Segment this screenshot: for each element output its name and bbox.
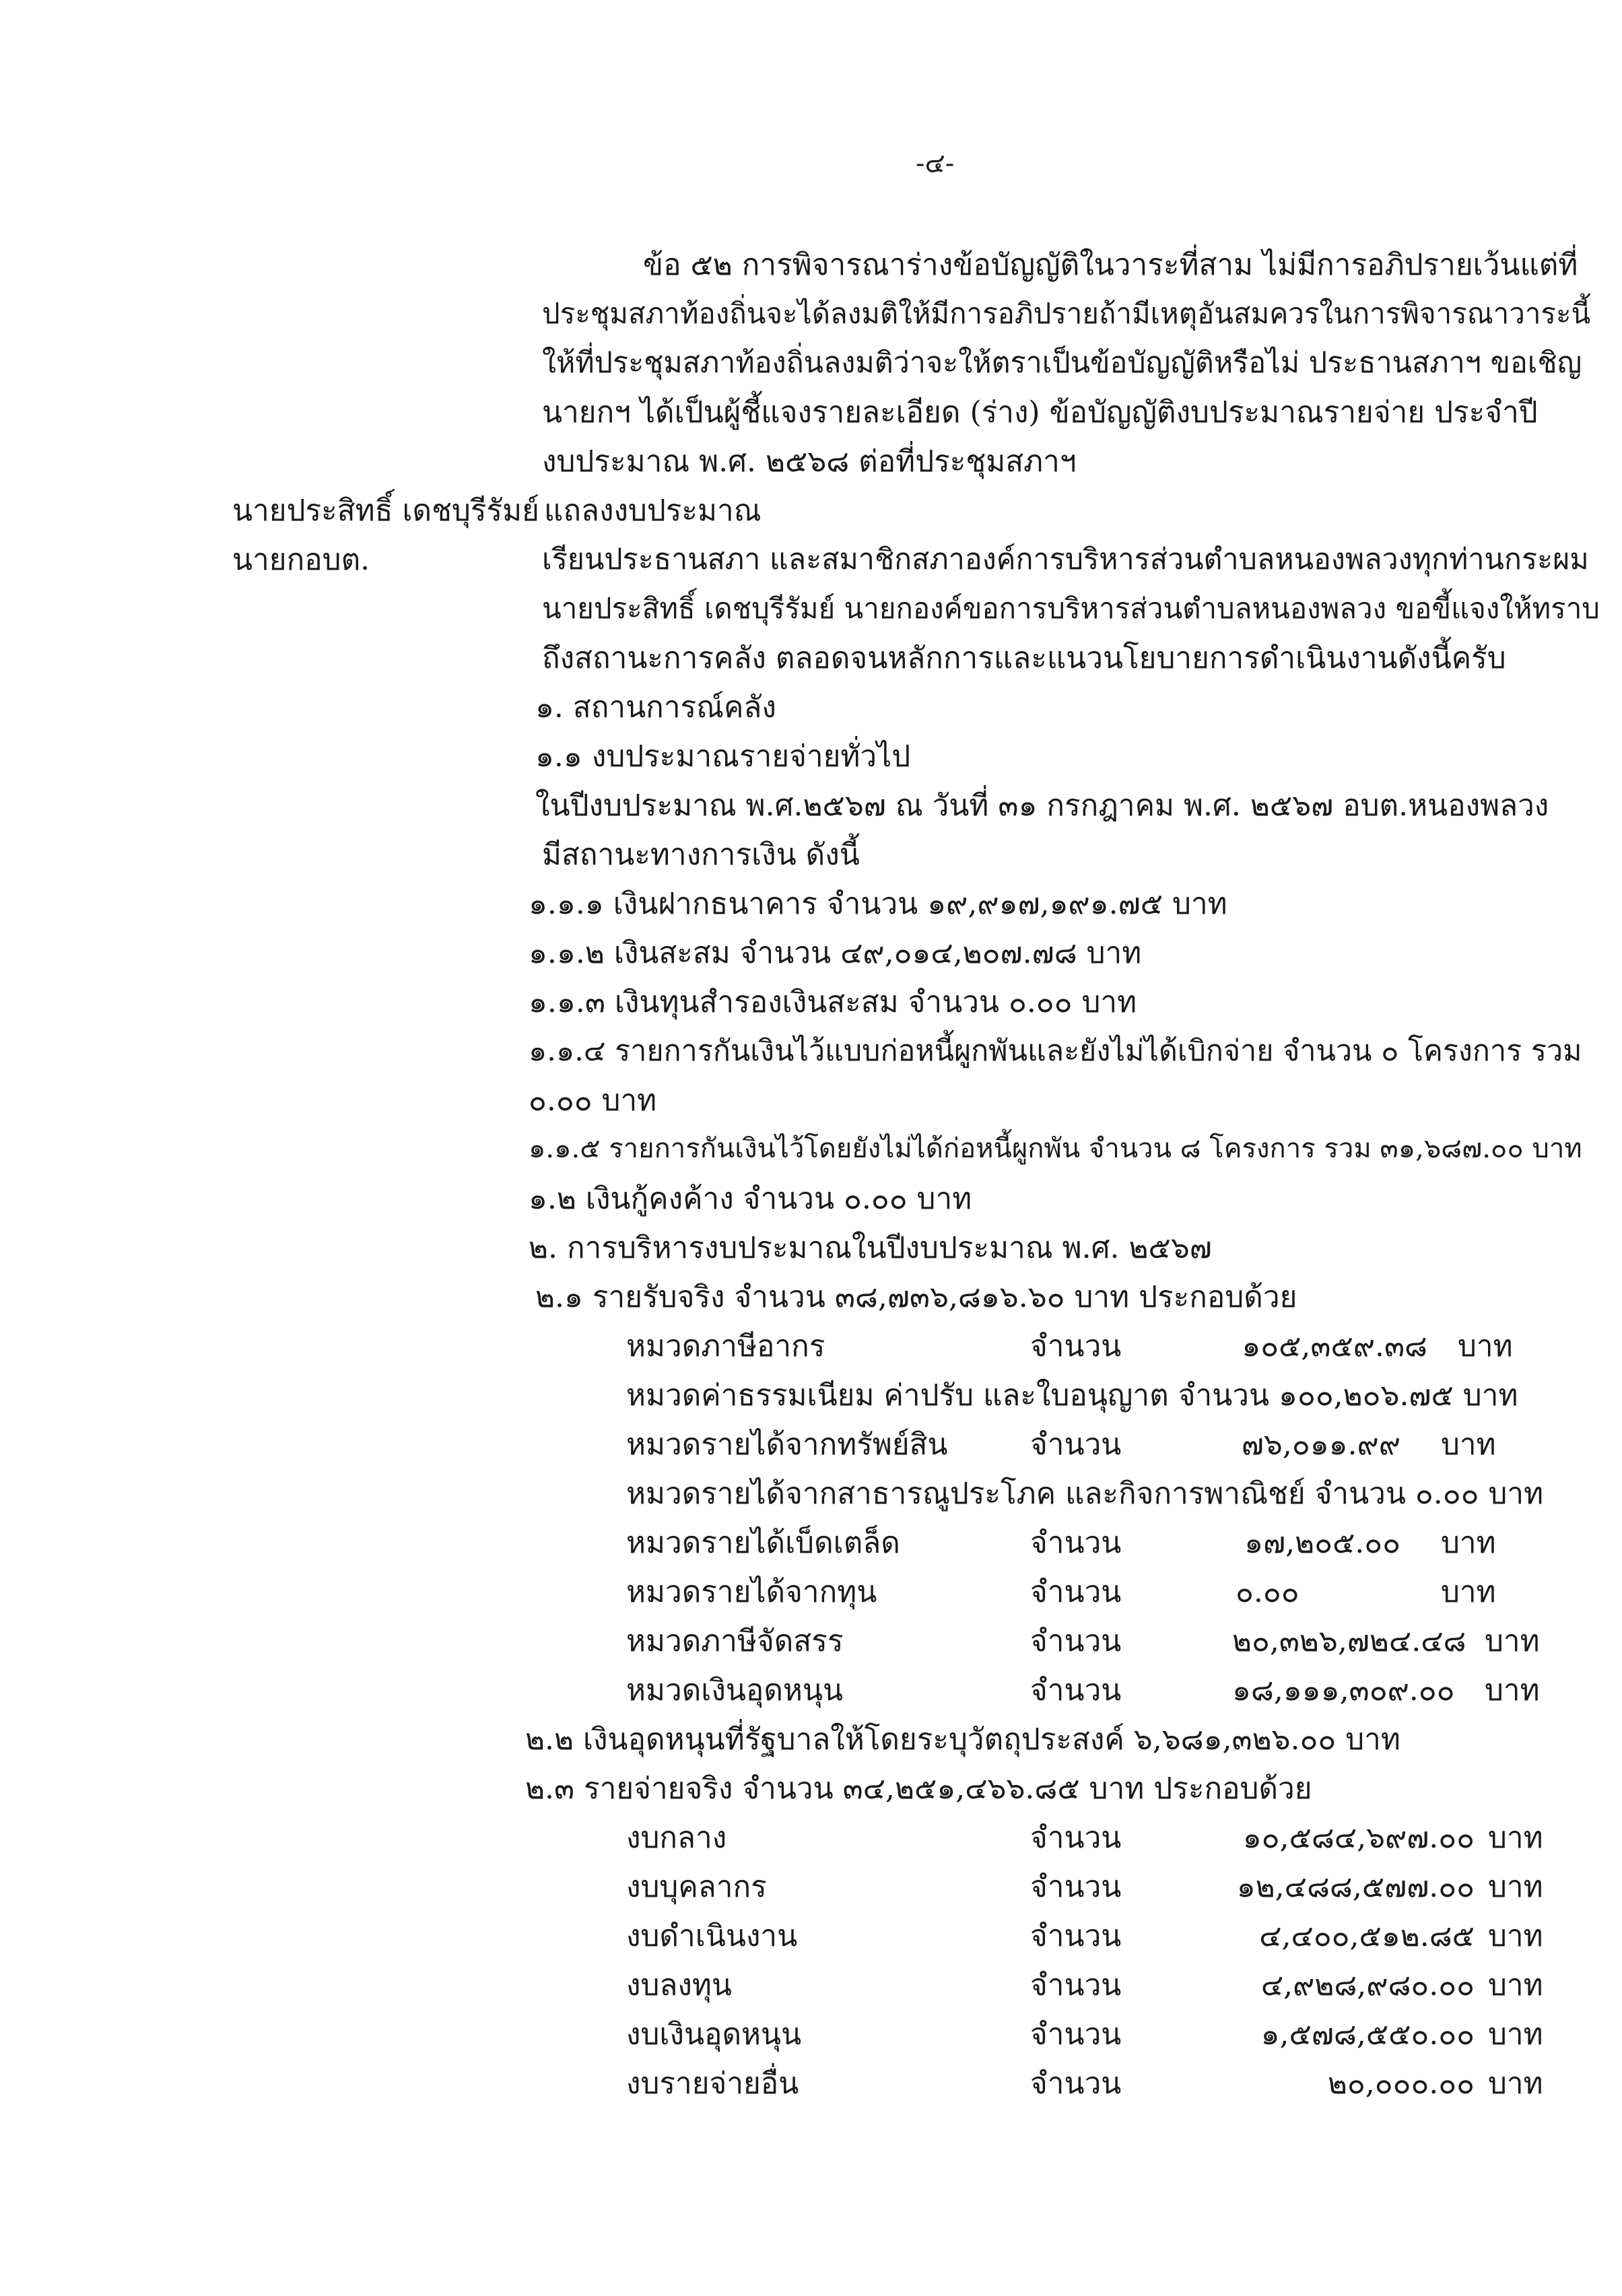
- revenue-unit: จำนวน: [1030, 1329, 1122, 1363]
- paragraph-line: นายประสิทธิ์ เดชบุรีรัมย์ นายกองค์ขอการบริหารส่วนตำบลหนองพลวง ขอขี้แจงให้ทราบ: [542, 592, 1600, 625]
- expense-baht: บาท: [1488, 1821, 1543, 1855]
- expense-label: งบลงทุน: [626, 1968, 732, 2002]
- revenue-label: หมวดรายได้จากสาธารณูประโภค และกิจการพาณิชย์ จำนวน ๐.๐๐ บาท: [626, 1477, 1544, 1511]
- finance-item: ๑.๒ เงินกู้คงค้าง จำนวน ๐.๐๐ บาท: [529, 1182, 972, 1216]
- finance-item: ๑.๑.๕ รายการกันเงินไว้โดยยังไม่ได้ก่อหนี้ผูกพัน จำนวน ๘ โครงการ รวม ๓๑,๖๘๗.๐๐ บาท: [529, 1133, 1582, 1164]
- expense-unit: จำนวน: [1030, 1821, 1122, 1855]
- body-line: ในปีงบประมาณ พ.ศ.๒๕๖๗ ณ วันที่ ๓๑ กรกฎาคม พ.ศ. ๒๕๖๗ อบต.หนองพลวง: [535, 788, 1549, 823]
- speaker-action: แถลงงบประมาณ: [544, 494, 762, 528]
- revenue-label: หมวดรายได้จากทรัพย์สิน: [626, 1427, 948, 1462]
- revenue-baht: บาท: [1441, 1575, 1496, 1609]
- revenue-amount: ๒๐,๓๒๖,๗๒๔.๔๘: [1232, 1624, 1466, 1658]
- expense-baht: บาท: [1488, 1968, 1543, 2002]
- expense-unit: จำนวน: [1030, 1919, 1122, 1953]
- expense-amount: ๑๒,๔๘๘,๕๗๗.๐๐: [1236, 1870, 1475, 1904]
- expense-amount: ๒๐,๐๐๐.๐๐: [1327, 2066, 1475, 2101]
- expense-label: งบบุคลากร: [626, 1870, 767, 1904]
- revenue-label: หมวดรายได้เบ็ดเตล็ด: [626, 1526, 900, 1560]
- expense-baht: บาท: [1488, 2066, 1543, 2101]
- speaker-name: นายประสิทธิ์ เดชบุรีรัมย์: [232, 494, 539, 528]
- expense-label: งบดำเนินงาน: [626, 1919, 798, 1953]
- revenue-baht: บาท: [1458, 1329, 1513, 1363]
- body-line: มีสถานะทางการเงิน ดังนี้: [542, 838, 860, 872]
- paragraph-line: ให้ที่ประชุมสภาท้องถิ่นลงมติว่าจะให้ตราเป็นข้อบัญญัติหรือไม่ ประธานสภาฯ ขอเชิญ: [542, 346, 1582, 380]
- paragraph-line: นายกฯ ได้เป็นผู้ชี้แจงรายละเอียด (ร่าง) ข้อบัญญัติงบประมาณรายจ่าย ประจำปี: [542, 395, 1538, 430]
- revenue-unit: จำนวน: [1030, 1427, 1122, 1462]
- expense-unit: จำนวน: [1030, 1968, 1122, 2002]
- revenue-baht: บาท: [1485, 1673, 1540, 1708]
- revenue-baht: บาท: [1485, 1624, 1540, 1658]
- paragraph-line: เรียนประธานสภา และสมาชิกสภาองค์การบริหารส่วนตำบลหนองพลวงทุกท่านกระผม: [542, 543, 1589, 576]
- expense-heading: ๒.๓ รายจ่ายจริง จำนวน ๓๔,๒๕๑,๔๖๖.๘๕ บาท ประกอบด้วย: [525, 1771, 1312, 1806]
- paragraph-line: ข้อ ๕๒ การพิจารณาร่างข้อบัญญัติในวาระที่สาม ไม่มีการอภิปรายเว้นแต่ที่: [643, 248, 1578, 282]
- revenue-amount: ๗๖,๐๑๑.๙๙: [1241, 1427, 1400, 1462]
- revenue-unit: จำนวน: [1030, 1575, 1122, 1609]
- revenue-label: หมวดค่าธรรมเนียม ค่าปรับ และใบอนุญาต จำนวน ๑๐๐,๒๐๖.๗๕ บาท: [626, 1378, 1518, 1413]
- expense-label: งบเงินอุดหนุน: [626, 2017, 802, 2052]
- section-heading: ๑.๑ งบประมาณรายจ่ายทั่วไป: [535, 739, 911, 774]
- revenue-label: หมวดภาษีจัดสรร: [626, 1624, 844, 1658]
- expense-unit: จำนวน: [1030, 2017, 1122, 2052]
- section-heading: ๑. สถานการณ์คลัง: [535, 690, 776, 724]
- paragraph-line: ประชุมสภาท้องถิ่นจะได้ลงมติให้มีการอภิปรายถ้ามีเหตุอันสมควรในการพิจารณาวาระนี้: [542, 297, 1591, 330]
- expense-baht: บาท: [1488, 1870, 1543, 1904]
- expense-baht: บาท: [1488, 2017, 1543, 2052]
- revenue-baht: บาท: [1441, 1526, 1496, 1560]
- finance-item: ๑.๑.๒ เงินสะสม จำนวน ๔๙,๐๑๔,๒๐๗.๗๘ บาท: [529, 936, 1142, 970]
- expense-unit: จำนวน: [1030, 1870, 1122, 1904]
- revenue-heading: ๒.๑ รายรับจริง จำนวน ๓๘,๗๓๖,๘๑๖.๖๐ บาท ประกอบด้วย: [535, 1280, 1297, 1314]
- finance-item: ๑.๑.๑ เงินฝากธนาคาร จำนวน ๑๙,๙๑๗,๑๙๑.๗๕ บาท: [529, 887, 1227, 921]
- expense-amount: ๔,๙๒๘,๙๘๐.๐๐: [1260, 1968, 1475, 2002]
- expense-amount: ๑,๕๗๘,๕๕๐.๐๐: [1260, 2017, 1475, 2052]
- expense-unit: จำนวน: [1030, 2066, 1122, 2101]
- revenue-amount: ๐.๐๐: [1236, 1575, 1299, 1609]
- expense-amount: ๑๐,๕๘๔,๖๙๗.๐๐: [1242, 1821, 1475, 1855]
- revenue-amount: ๑๐๕,๓๕๙.๓๘: [1242, 1329, 1427, 1363]
- revenue-baht: บาท: [1441, 1427, 1496, 1462]
- revenue-unit: จำนวน: [1030, 1526, 1122, 1560]
- paragraph-line: ถึงสถานะการคลัง ตลอดจนหลักการและแนวนโยบายการดำเนินงานดังนี้ครับ: [542, 641, 1506, 675]
- revenue-amount: ๑๗,๒๐๕.๐๐: [1244, 1526, 1400, 1560]
- expense-label: งบกลาง: [626, 1821, 727, 1855]
- paragraph-line: งบประมาณ พ.ศ. ๒๕๖๘ ต่อที่ประชุมสภาฯ: [542, 444, 1077, 479]
- revenue-label: หมวดเงินอุดหนุน: [626, 1673, 844, 1708]
- expense-label: งบรายจ่ายอื่น: [626, 2066, 799, 2101]
- revenue-unit: จำนวน: [1030, 1624, 1122, 1658]
- revenue-label: หมวดรายได้จากทุน: [626, 1575, 877, 1609]
- speaker-position: นายกอบต.: [232, 543, 370, 577]
- subsidy-line: ๒.๒ เงินอุดหนุนที่รัฐบาลให้โดยระบุวัตถุประสงค์ ๖,๖๘๑,๓๒๖.๐๐ บาท: [525, 1722, 1400, 1757]
- expense-baht: บาท: [1488, 1919, 1543, 1953]
- finance-item: ๑.๑.๓ เงินทุนสำรองเงินสะสม จำนวน ๐.๐๐ บาท: [529, 985, 1137, 1019]
- revenue-amount: ๑๘,๑๑๑,๓๐๙.๐๐: [1232, 1673, 1455, 1708]
- revenue-unit: จำนวน: [1030, 1673, 1122, 1708]
- finance-item-cont: ๐.๐๐ บาท: [529, 1083, 657, 1118]
- expense-amount: ๔,๔๐๐,๕๑๒.๘๕: [1259, 1919, 1475, 1953]
- finance-item: ๑.๑.๔ รายการกันเงินไว้แบบก่อหนี้ผูกพันและยังไม่ได้เบิกจ่าย จำนวน ๐ โครงการ รวม: [529, 1034, 1582, 1068]
- page-number: -๔-: [916, 148, 955, 179]
- revenue-label: หมวดภาษีอากร: [626, 1329, 825, 1363]
- section-heading: ๒. การบริหารงบประมาณในปีงบประมาณ พ.ศ. ๒๕๖๗: [529, 1231, 1212, 1265]
